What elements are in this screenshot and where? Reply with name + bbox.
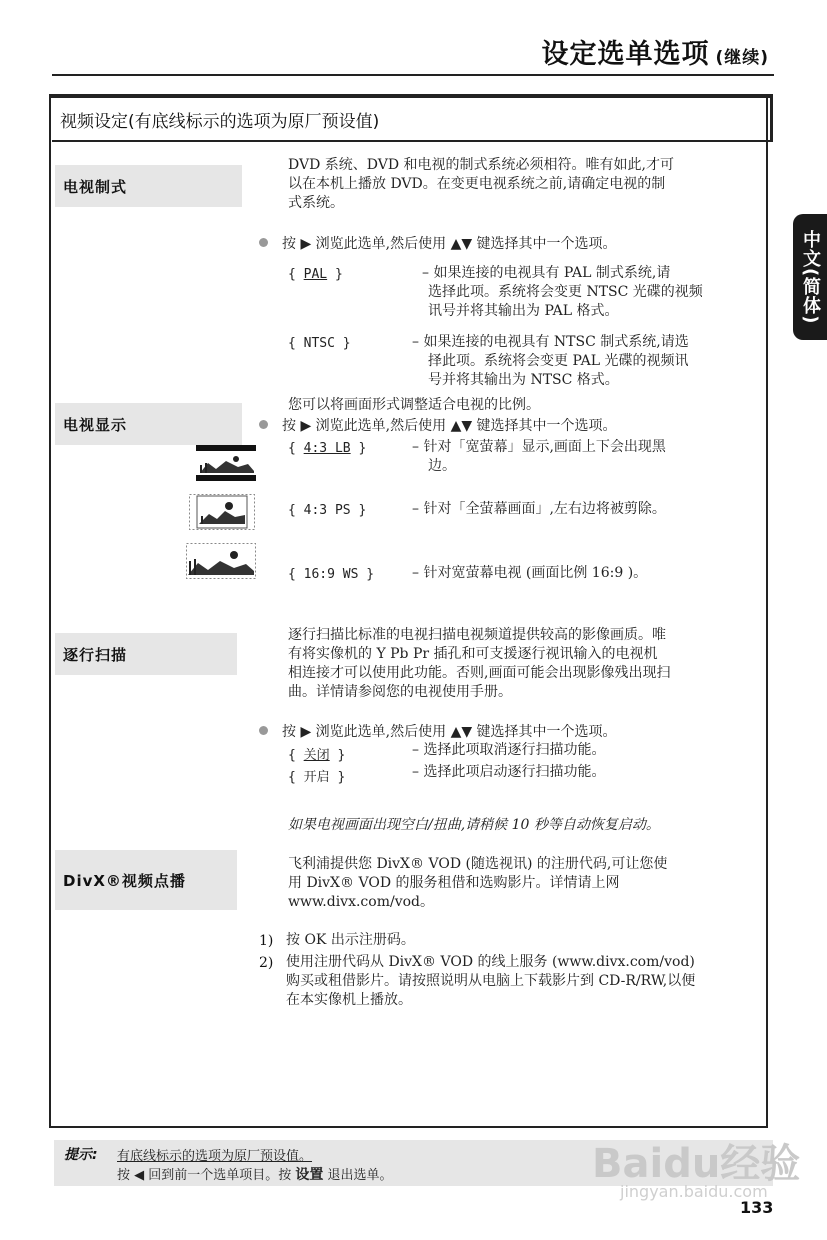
text-line: 曲。详情请参阅您的电视使用手册。 [288, 684, 512, 700]
option-16-9-ws-desc: – 针对宽萤幕电视 (画面比例 16:9 )。 [412, 565, 648, 581]
text-line: 以在本机上播放 DVD。在变更电视系统之前,请确定电视的制 [288, 176, 666, 192]
option-pal: { PAL } [288, 267, 343, 282]
label-progressive-scan: 逐行扫描 [55, 633, 237, 675]
step-2-number: 2) [259, 955, 274, 971]
step-1-text: 按 OK 出示注册码。 [286, 932, 415, 948]
option-4-3-lb: { 4:3 LB } [288, 441, 367, 456]
widescreen-thumbnail-icon [186, 543, 256, 579]
option-4-3-lb-desc [412, 438, 666, 476]
pan-scan-thumbnail-icon [189, 494, 255, 530]
text-line: 讯号并将其输出为 PAL 格式。 [428, 303, 619, 319]
text-line: www.divx.com/vod。 [288, 894, 434, 910]
section-header: 视频设定(有底线标示的选项为原厂预设值) [60, 112, 380, 132]
tv-display-desc: 您可以将画面形式调整适合电视的比例。 [288, 397, 540, 413]
option-off: { 关闭 } [288, 748, 346, 763]
text-line: 有将实像机的 Y Pb Pr 插孔和可支援逐行视讯输入的电视机 [288, 646, 658, 662]
bullet-dot-icon [259, 726, 268, 735]
language-tab: 中文(简体) [793, 214, 827, 340]
watermark-logo: Baidu经验 [592, 1141, 801, 1187]
option-ntsc: { NTSC } [288, 336, 351, 351]
step-1-number: 1) [259, 933, 274, 949]
text-line: 购买或租借影片。请按照说明从电脑上下载影片到 CD-R/RW,以便 [286, 973, 696, 989]
watermark-url: jingyan.baidu.com [620, 1182, 768, 1201]
progressive-bullet: 按 ▶ 浏览此选单,然后使用 ▲▼ 键选择其中一个选项。 [259, 721, 617, 741]
tips-line-1: 有底线标示的选项为原厂预设值。 [117, 1149, 313, 1164]
option-off-desc: – 选择此项取消逐行扫描功能。 [412, 742, 606, 758]
option-4-3-ps: { 4:3 PS } [288, 503, 367, 518]
text-line: – 如果连接的电视具有 PAL 制式系统,请 [422, 265, 671, 281]
letterbox-thumbnail-icon [196, 445, 256, 481]
label-tv-display: 电视显示 [55, 403, 242, 445]
tips-line-2: 按 ◀ 回到前一个选单项目。按 设置 退出选单。 [117, 1167, 393, 1183]
label-divx-vod: DivX®视频点播 [55, 850, 237, 910]
option-ntsc-desc [412, 333, 689, 390]
page-number: 133 [740, 1198, 774, 1217]
text-line: 号并将其输出为 NTSC 格式。 [428, 372, 619, 388]
text-line: 飞利浦提供您 DivX® VOD (随选视讯) 的注册代码,可让您使 [288, 856, 668, 872]
text-line: 边。 [428, 458, 456, 474]
tv-display-bullet: 按 ▶ 浏览此选单,然后使用 ▲▼ 键选择其中一个选项。 [259, 415, 617, 435]
tv-system-desc [288, 156, 674, 213]
step-2-text [286, 953, 695, 1010]
page-title-sub: (继续) [715, 48, 769, 68]
frame-right-edge [770, 94, 773, 142]
tv-system-bullet: 按 ▶ 浏览此选单,然后使用 ▲▼ 键选择其中一个选项。 [259, 233, 617, 253]
option-16-9-ws: { 16:9 WS } [288, 567, 375, 582]
text-line: 用 DivX® VOD 的服务租借和选购影片。详情请上网 [288, 875, 620, 891]
text-line: 择此项。系统将会变更 PAL 光碟的视频讯 [428, 353, 689, 369]
option-on-desc: – 选择此项启动逐行扫描功能。 [412, 764, 606, 780]
setup-key-label: 设置 [295, 1167, 324, 1183]
progressive-desc [288, 626, 670, 702]
option-4-3-ps-desc: – 针对「全萤幕画面」,左右边将被剪除。 [412, 501, 666, 517]
option-pal-desc [422, 264, 703, 321]
page-title: 设定选单选项 (继续) [541, 39, 769, 70]
text-line: – 如果连接的电视具有 NTSC 制式系统,请选 [412, 334, 689, 350]
option-on: { 开启 } [288, 770, 346, 785]
divx-desc [288, 855, 667, 912]
bullet-dot-icon [259, 420, 268, 429]
text-line: DVD 系统、DVD 和电视的制式系统必须相符。唯有如此,才可 [288, 157, 674, 173]
text-line: 相连接才可以使用此功能。否则,画面可能会出现影像残出现扫 [288, 665, 671, 681]
title-rule [52, 74, 774, 76]
text-line: 在本实像机上播放。 [286, 992, 412, 1008]
text-line: 逐行扫描比标准的电视扫描电视频道提供较高的影像画质。唯 [288, 627, 666, 643]
text-line: – 针对「宽萤幕」显示,画面上下会出现黑 [412, 439, 666, 455]
bullet-dot-icon [259, 238, 268, 247]
tips-label: 提示: [64, 1147, 98, 1163]
label-tv-system: 电视制式 [55, 165, 242, 207]
progressive-note: 如果电视画面出现空白/扭曲,请稍候 10 秒等自动恢复启动。 [288, 817, 660, 833]
text-line: 选择此项。系统将会变更 NTSC 光碟的视频 [428, 284, 703, 300]
text-line: 式系统。 [288, 195, 344, 211]
text-line: 使用注册代码从 DivX® VOD 的线上服务 (www.divx.com/vod) [286, 954, 695, 970]
